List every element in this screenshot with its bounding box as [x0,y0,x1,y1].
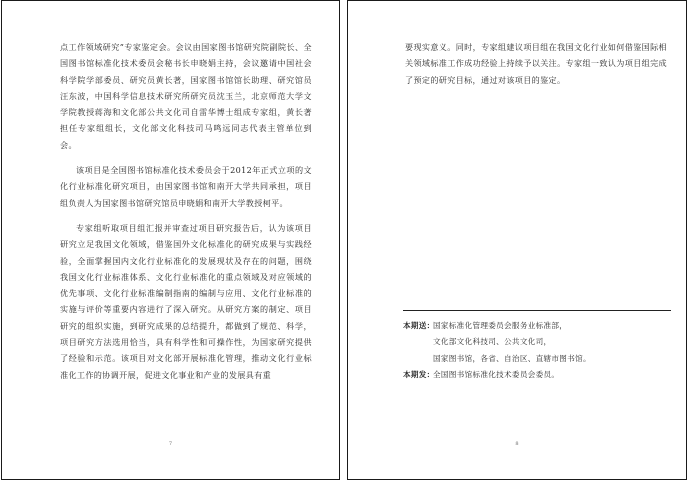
right-page [347,0,687,480]
send-line: 国家图书馆，各省、自治区、直辖市图书馆。 [433,353,591,363]
divider [403,310,671,311]
right-page-body [405,39,667,88]
send-row [403,318,673,334]
page-number: 8 [515,441,519,447]
issue-label: 本期发： [403,369,435,379]
paragraph: 要现实意义。同时，专家组建议项目组在我国文化行业如何借鉴国际相关领域标准工作成功经验上持续予以关注。专家组一致认为项目组完成了预定的研究目标，通过对该项目的鉴定。 [405,42,667,85]
paragraph: 点工作领域研究”专家鉴定会。会议由国家图书馆研究院副院长、全国图书馆标准化技术委员会秘书长申晓娟主持，会议邀请中国社会科学院学部委员、研究员黄长著，国家图书馆馆长助理、研究馆员汪东波，中国科学信息技术研究所研究员沈玉兰，北京师范大学文学院教授蒋海和文化部公共文化司自雷华博士组成专家组，黄长著担任专家组组长，文化部文化科技司马鸣远同志代表主管单位到会。 [60,42,312,150]
paragraph: 专家组听取项目组汇报并审查过项目研究报告后，认为该项目研究立足我国文化领域，借鉴国外文化标准化的研究成果与实践经验，全面掌握国内文化行业标准化的发展现状及存在的问题，围绕我国文化行业标准体系、文化行业标准化的重点领域及对应领域的优先事项、文化行业标准编制指南的编制与应用、文化行业标准的实施与评价等重要内容进行了深入研究。从研究方案的制定、项目研究的组织实施，到研究成果的总结提升，都做到了规范、科学，项目研究方法选用恰当，具有科学性和可操作性，为国家研究提供了经验和示范。该项目对文化部开展标准化管理，推动文化行业标准化工作的协调开展，促进文化事业和产业的发展具有重 [60,222,312,380]
issue-row [403,367,673,383]
page-number: 7 [168,441,173,447]
left-page-body [60,39,312,383]
send-line: 文化部文化科技司、公共文化司， [433,337,552,347]
left-page [1,0,340,480]
distribution-block [403,318,673,383]
send-label: 本期送： [403,321,435,330]
paragraph: 该项目是全国图书馆标准化技术委员会于2012年正式立项的文化行业标准化研究项目，由国家图书馆和南开大学共同承担，项目组负责人为国家图书馆研究馆员申晓娟和南开大学教授柯平。 [60,165,312,208]
issue-value: 全国图书馆标准化技术委员会委员。 [433,369,560,379]
send-line: 国家标准化管理委员会服务业标准部， [433,321,568,330]
